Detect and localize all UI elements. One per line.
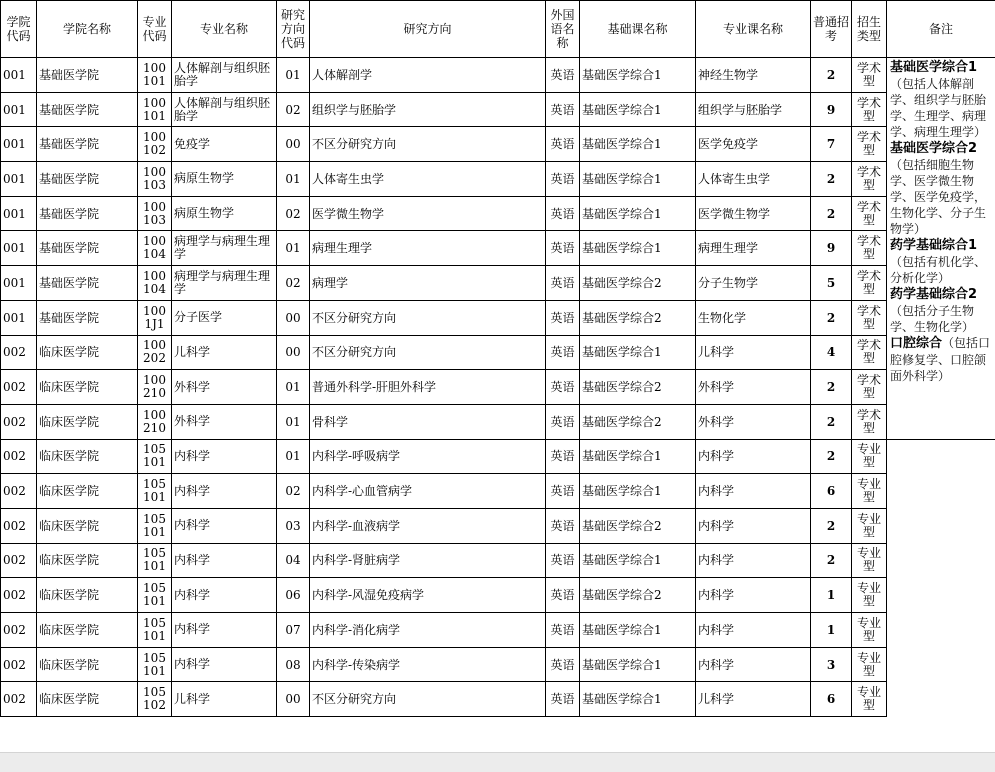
- quota-cell: 2: [811, 162, 852, 197]
- enroll-type-cell: 专业型: [852, 578, 887, 613]
- header-foreign-language: 外国语名称: [546, 1, 580, 58]
- basic-course-cell: 基础医学综合1: [580, 335, 696, 370]
- basic-course-cell: 基础医学综合1: [580, 439, 696, 474]
- major-name-cell: 病原生物学: [172, 162, 277, 197]
- major-code-cell: 100210: [138, 370, 172, 405]
- table-row: [1, 613, 995, 648]
- special-course-cell: 内科学: [696, 474, 811, 509]
- language-cell: 英语: [546, 92, 580, 127]
- college-code-cell: 002: [1, 404, 37, 439]
- college-name-cell: 临床医学院: [37, 335, 138, 370]
- basic-course-cell: 基础医学综合1: [580, 474, 696, 509]
- header-enroll-type: 招生类型: [852, 1, 887, 58]
- major-name-cell: 分子医学: [172, 300, 277, 335]
- direction-cell: 内科学-心血管病学: [310, 474, 546, 509]
- college-name-cell: 基础医学院: [37, 92, 138, 127]
- language-cell: 英语: [546, 578, 580, 613]
- major-name-cell: 人体解剖与组织胚胎学: [172, 92, 277, 127]
- major-code-cell: 100101: [138, 92, 172, 127]
- special-course-cell: 内科学: [696, 439, 811, 474]
- major-name-cell: 病理学与病理生理学: [172, 231, 277, 266]
- note-item: [890, 237, 994, 286]
- enroll-type-cell: 专业型: [852, 474, 887, 509]
- special-course-cell: 内科学: [696, 647, 811, 682]
- enroll-type-cell: 学术型: [852, 127, 887, 162]
- major-code-cell: 105101: [138, 439, 172, 474]
- enroll-type-cell: 学术型: [852, 266, 887, 301]
- direction-cell: 人体解剖学: [310, 58, 546, 93]
- quota-cell: 9: [811, 92, 852, 127]
- language-cell: 英语: [546, 613, 580, 648]
- note-item: [890, 59, 994, 140]
- major-name-cell: 内科学: [172, 474, 277, 509]
- language-cell: 英语: [546, 682, 580, 717]
- note-description: （包括分子生物学、生物化学）: [890, 304, 974, 334]
- table-row: [1, 335, 995, 370]
- quota-cell: 6: [811, 682, 852, 717]
- direction-cell: 病理生理学: [310, 231, 546, 266]
- direction-code-cell: 03: [277, 508, 310, 543]
- language-cell: 英语: [546, 196, 580, 231]
- enroll-type-cell: 学术型: [852, 231, 887, 266]
- enroll-type-cell: 学术型: [852, 58, 887, 93]
- special-course-cell: 神经生物学: [696, 58, 811, 93]
- header-direction: 研究方向: [310, 1, 546, 58]
- quota-cell: 2: [811, 58, 852, 93]
- direction-cell: 内科学-血液病学: [310, 508, 546, 543]
- language-cell: 英语: [546, 647, 580, 682]
- basic-course-cell: 基础医学综合2: [580, 508, 696, 543]
- basic-course-cell: 基础医学综合1: [580, 127, 696, 162]
- header-quota: 普通招考: [811, 1, 852, 58]
- language-cell: 英语: [546, 508, 580, 543]
- quota-cell: 3: [811, 647, 852, 682]
- direction-cell: 普通外科学-肝胆外科学: [310, 370, 546, 405]
- special-course-cell: 病理生理学: [696, 231, 811, 266]
- header-college-name: 学院名称: [37, 1, 138, 58]
- header-row: [1, 1, 995, 58]
- table-row: [1, 647, 995, 682]
- basic-course-cell: 基础医学综合1: [580, 543, 696, 578]
- quota-cell: 2: [811, 370, 852, 405]
- enroll-type-cell: 专业型: [852, 647, 887, 682]
- direction-code-cell: 01: [277, 439, 310, 474]
- quota-cell: 6: [811, 474, 852, 509]
- college-name-cell: 临床医学院: [37, 543, 138, 578]
- language-cell: 英语: [546, 474, 580, 509]
- major-code-cell: 1001J1: [138, 300, 172, 335]
- table-row: [1, 404, 995, 439]
- major-code-cell: 105101: [138, 578, 172, 613]
- direction-code-cell: 00: [277, 127, 310, 162]
- table-row: [1, 682, 995, 717]
- enroll-type-cell: 学术型: [852, 196, 887, 231]
- direction-code-cell: 02: [277, 474, 310, 509]
- quota-cell: 2: [811, 404, 852, 439]
- table-row: [1, 370, 995, 405]
- direction-code-cell: 02: [277, 92, 310, 127]
- direction-code-cell: 01: [277, 370, 310, 405]
- basic-course-cell: 基础医学综合1: [580, 647, 696, 682]
- basic-course-cell: 基础医学综合1: [580, 682, 696, 717]
- major-name-cell: 内科学: [172, 613, 277, 648]
- major-name-cell: 免疫学: [172, 127, 277, 162]
- table-row: [1, 92, 995, 127]
- major-name-cell: 内科学: [172, 543, 277, 578]
- language-cell: 英语: [546, 127, 580, 162]
- special-course-cell: 医学微生物学: [696, 196, 811, 231]
- note-title: 基础医学综合1: [890, 60, 977, 75]
- major-code-cell: 100104: [138, 266, 172, 301]
- note-description: （包括细胞生物学、医学微生物学、医学免疫学，生物化学、分子生物学）: [890, 158, 986, 236]
- college-name-cell: 临床医学院: [37, 474, 138, 509]
- college-code-cell: 001: [1, 300, 37, 335]
- header-special-course: 专业课名称: [696, 1, 811, 58]
- direction-cell: 不区分研究方向: [310, 682, 546, 717]
- special-course-cell: 内科学: [696, 578, 811, 613]
- major-name-cell: 儿科学: [172, 335, 277, 370]
- major-code-cell: 105102: [138, 682, 172, 717]
- college-code-cell: 002: [1, 474, 37, 509]
- language-cell: 英语: [546, 439, 580, 474]
- major-name-cell: 内科学: [172, 647, 277, 682]
- major-code-cell: 100202: [138, 335, 172, 370]
- quota-cell: 2: [811, 439, 852, 474]
- basic-course-cell: 基础医学综合1: [580, 162, 696, 197]
- major-name-cell: 内科学: [172, 439, 277, 474]
- direction-code-cell: 07: [277, 613, 310, 648]
- note-item: [890, 286, 994, 335]
- enroll-type-cell: 学术型: [852, 162, 887, 197]
- major-code-cell: 105101: [138, 647, 172, 682]
- direction-cell: 医学微生物学: [310, 196, 546, 231]
- college-name-cell: 临床医学院: [37, 508, 138, 543]
- note-item: [890, 140, 994, 237]
- direction-cell: 内科学-风湿免疫病学: [310, 578, 546, 613]
- direction-cell: 骨科学: [310, 404, 546, 439]
- table-row: [1, 196, 995, 231]
- direction-code-cell: 01: [277, 404, 310, 439]
- quota-cell: 1: [811, 578, 852, 613]
- college-code-cell: 002: [1, 647, 37, 682]
- enroll-type-cell: 专业型: [852, 543, 887, 578]
- major-code-cell: 105101: [138, 474, 172, 509]
- language-cell: 英语: [546, 300, 580, 335]
- direction-code-cell: 06: [277, 578, 310, 613]
- college-code-cell: 001: [1, 162, 37, 197]
- college-name-cell: 临床医学院: [37, 404, 138, 439]
- college-code-cell: 001: [1, 127, 37, 162]
- language-cell: 英语: [546, 266, 580, 301]
- major-name-cell: 内科学: [172, 578, 277, 613]
- college-code-cell: 001: [1, 196, 37, 231]
- college-name-cell: 基础医学院: [37, 127, 138, 162]
- direction-code-cell: 00: [277, 682, 310, 717]
- special-course-cell: 分子生物学: [696, 266, 811, 301]
- direction-code-cell: 01: [277, 58, 310, 93]
- header-college-code: 学院代码: [1, 1, 37, 58]
- header-direction-code: 研究方向代码: [277, 1, 310, 58]
- college-code-cell: 001: [1, 266, 37, 301]
- college-code-cell: 001: [1, 92, 37, 127]
- enroll-type-cell: 学术型: [852, 404, 887, 439]
- language-cell: 英语: [546, 231, 580, 266]
- table-row: [1, 300, 995, 335]
- note-description: （包括人体解剖学、组织学与胚胎学、生理学、病理学、病理生理学）: [890, 77, 986, 139]
- table-row: [1, 58, 995, 93]
- basic-course-cell: 基础医学综合2: [580, 266, 696, 301]
- table-row: [1, 508, 995, 543]
- special-course-cell: 生物化学: [696, 300, 811, 335]
- direction-cell: 不区分研究方向: [310, 300, 546, 335]
- special-course-cell: 外科学: [696, 370, 811, 405]
- note-item: [890, 335, 994, 384]
- special-course-cell: 组织学与胚胎学: [696, 92, 811, 127]
- major-code-cell: 105101: [138, 543, 172, 578]
- college-code-cell: 002: [1, 508, 37, 543]
- basic-course-cell: 基础医学综合1: [580, 231, 696, 266]
- college-code-cell: 002: [1, 370, 37, 405]
- basic-course-cell: 基础医学综合2: [580, 404, 696, 439]
- note-title: 药学基础综合2: [890, 287, 977, 302]
- major-code-cell: 100103: [138, 162, 172, 197]
- direction-cell: 组织学与胚胎学: [310, 92, 546, 127]
- table-row: [1, 266, 995, 301]
- direction-code-cell: 01: [277, 231, 310, 266]
- major-code-cell: 100210: [138, 404, 172, 439]
- header-major-code: 专业代码: [138, 1, 172, 58]
- enroll-type-cell: 学术型: [852, 335, 887, 370]
- college-name-cell: 基础医学院: [37, 196, 138, 231]
- header-notes: 备注: [887, 1, 995, 58]
- direction-cell: 内科学-肾脏病学: [310, 543, 546, 578]
- college-name-cell: 临床医学院: [37, 682, 138, 717]
- table-row: [1, 474, 995, 509]
- special-course-cell: 人体寄生虫学: [696, 162, 811, 197]
- direction-code-cell: 02: [277, 266, 310, 301]
- note-title: 口腔综合: [890, 336, 942, 351]
- basic-course-cell: 基础医学综合2: [580, 370, 696, 405]
- table-row: [1, 162, 995, 197]
- major-name-cell: 人体解剖与组织胚胎学: [172, 58, 277, 93]
- basic-course-cell: 基础医学综合1: [580, 92, 696, 127]
- special-course-cell: 内科学: [696, 543, 811, 578]
- direction-cell: 内科学-传染病学: [310, 647, 546, 682]
- special-course-cell: 内科学: [696, 613, 811, 648]
- table-body: [1, 58, 995, 717]
- major-code-cell: 100101: [138, 58, 172, 93]
- direction-code-cell: 00: [277, 335, 310, 370]
- college-name-cell: 临床医学院: [37, 647, 138, 682]
- quota-cell: 5: [811, 266, 852, 301]
- table-row: [1, 127, 995, 162]
- college-code-cell: 002: [1, 543, 37, 578]
- language-cell: 英语: [546, 58, 580, 93]
- direction-cell: 内科学-呼吸病学: [310, 439, 546, 474]
- table-row: [1, 543, 995, 578]
- language-cell: 英语: [546, 335, 580, 370]
- direction-cell: 不区分研究方向: [310, 127, 546, 162]
- college-name-cell: 基础医学院: [37, 162, 138, 197]
- enroll-type-cell: 学术型: [852, 92, 887, 127]
- college-name-cell: 临床医学院: [37, 370, 138, 405]
- enroll-type-cell: 专业型: [852, 508, 887, 543]
- enroll-type-cell: 专业型: [852, 613, 887, 648]
- special-course-cell: 医学免疫学: [696, 127, 811, 162]
- enroll-type-cell: 学术型: [852, 370, 887, 405]
- college-code-cell: 001: [1, 58, 37, 93]
- quota-cell: 2: [811, 508, 852, 543]
- table-row: [1, 231, 995, 266]
- college-code-cell: 001: [1, 231, 37, 266]
- viewer-bottom-bar: [0, 752, 995, 772]
- quota-cell: 9: [811, 231, 852, 266]
- table-row: [1, 439, 995, 474]
- basic-course-cell: 基础医学综合1: [580, 196, 696, 231]
- college-name-cell: 基础医学院: [37, 58, 138, 93]
- quota-cell: 2: [811, 300, 852, 335]
- special-course-cell: 儿科学: [696, 335, 811, 370]
- language-cell: 英语: [546, 543, 580, 578]
- major-code-cell: 100102: [138, 127, 172, 162]
- language-cell: 英语: [546, 162, 580, 197]
- quota-cell: 1: [811, 613, 852, 648]
- direction-code-cell: 08: [277, 647, 310, 682]
- basic-course-cell: 基础医学综合1: [580, 58, 696, 93]
- college-code-cell: 002: [1, 335, 37, 370]
- major-name-cell: 外科学: [172, 370, 277, 405]
- language-cell: 英语: [546, 404, 580, 439]
- note-title: 药学基础综合1: [890, 238, 977, 253]
- special-course-cell: 内科学: [696, 508, 811, 543]
- college-code-cell: 002: [1, 578, 37, 613]
- quota-cell: 2: [811, 196, 852, 231]
- major-name-cell: 病理学与病理生理学: [172, 266, 277, 301]
- college-name-cell: 临床医学院: [37, 578, 138, 613]
- major-code-cell: 100103: [138, 196, 172, 231]
- college-name-cell: 基础医学院: [37, 266, 138, 301]
- enroll-type-cell: 专业型: [852, 682, 887, 717]
- college-code-cell: 002: [1, 613, 37, 648]
- quota-cell: 7: [811, 127, 852, 162]
- direction-code-cell: 02: [277, 196, 310, 231]
- basic-course-cell: 基础医学综合2: [580, 300, 696, 335]
- header-basic-course: 基础课名称: [580, 1, 696, 58]
- language-cell: 英语: [546, 370, 580, 405]
- note-description: （包括有机化学、分析化学）: [890, 255, 986, 285]
- note-title: 基础医学综合2: [890, 141, 977, 156]
- quota-cell: 4: [811, 335, 852, 370]
- college-name-cell: 临床医学院: [37, 439, 138, 474]
- major-name-cell: 儿科学: [172, 682, 277, 717]
- direction-code-cell: 00: [277, 300, 310, 335]
- college-name-cell: 基础医学院: [37, 231, 138, 266]
- major-code-cell: 100104: [138, 231, 172, 266]
- basic-course-cell: 基础医学综合1: [580, 613, 696, 648]
- major-name-cell: 病原生物学: [172, 196, 277, 231]
- major-name-cell: 外科学: [172, 404, 277, 439]
- college-name-cell: 基础医学院: [37, 300, 138, 335]
- table-row: [1, 578, 995, 613]
- direction-cell: 不区分研究方向: [310, 335, 546, 370]
- major-code-cell: 105101: [138, 508, 172, 543]
- special-course-cell: 儿科学: [696, 682, 811, 717]
- basic-course-cell: 基础医学综合2: [580, 578, 696, 613]
- direction-code-cell: 01: [277, 162, 310, 197]
- enroll-type-cell: 专业型: [852, 439, 887, 474]
- quota-cell: 2: [811, 543, 852, 578]
- header-major-name: 专业名称: [172, 1, 277, 58]
- college-code-cell: 002: [1, 439, 37, 474]
- major-code-cell: 105101: [138, 613, 172, 648]
- direction-cell: 内科学-消化病学: [310, 613, 546, 648]
- page-gap: [0, 718, 995, 752]
- special-course-cell: 外科学: [696, 404, 811, 439]
- college-code-cell: 002: [1, 682, 37, 717]
- direction-cell: 病理学: [310, 266, 546, 301]
- enroll-type-cell: 学术型: [852, 300, 887, 335]
- notes-cell: [887, 58, 995, 440]
- direction-cell: 人体寄生虫学: [310, 162, 546, 197]
- college-name-cell: 临床医学院: [37, 613, 138, 648]
- direction-code-cell: 04: [277, 543, 310, 578]
- note-description: （包括口腔修复学、口腔颌面外科学）: [890, 336, 990, 383]
- major-name-cell: 内科学: [172, 508, 277, 543]
